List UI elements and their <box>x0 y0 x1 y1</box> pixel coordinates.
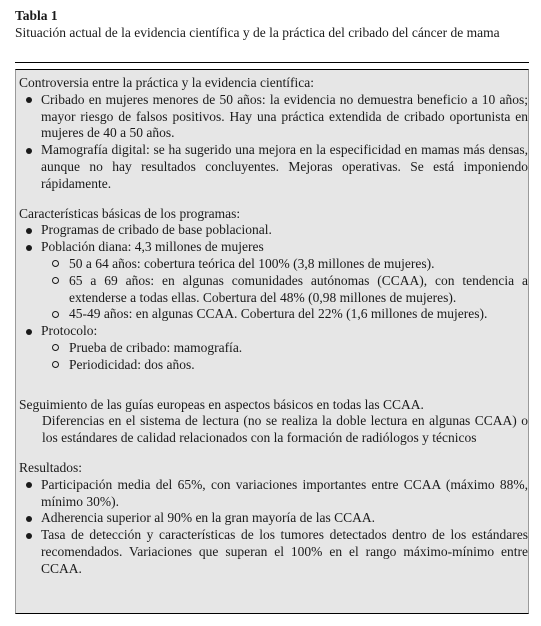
table-label: Tabla 1 <box>15 8 58 23</box>
section-seguimiento <box>19 397 528 447</box>
caption-rule <box>15 62 529 63</box>
sub-list-item: 45-49 años: en algunas CCAA. Cobertura del 22% (1,6 millones de mujeres). <box>45 306 528 323</box>
list-item-text: Población diana: 4,3 millones de mujeres <box>41 239 264 255</box>
section-detail: Diferencias en el sistema de lectura (no se realiza la doble lectura en algunas CCAA) o los estándares de calidad relacionados con la formación de radiólogos y técnicos <box>42 413 528 446</box>
table-body <box>19 75 528 578</box>
list-item: Participación media del 65%, con variaciones importantes entre CCAA (máximo 88%, mínimo 30%). <box>19 477 528 511</box>
bullet-list <box>19 222 528 373</box>
sub-list <box>45 340 528 374</box>
section-title: Características básicas de los programas: <box>19 205 241 221</box>
sub-list-item: Prueba de cribado: mamografía. <box>45 340 528 357</box>
table-title: Situación actual de la evidencia científica y de la práctica del cribado del cáncer de mama <box>15 25 500 40</box>
list-item <box>19 239 528 323</box>
section-controversia <box>19 75 528 193</box>
section-title: Resultados: <box>19 459 82 475</box>
section-resultados <box>19 460 528 578</box>
list-item <box>19 222 528 239</box>
list-item: Tasa de detección y características de los tumores detectados dentro de los estándares recomendados. Variaciones que superan el 100% en el rango máximo-mínimo entre CCAA. <box>19 527 528 577</box>
section-title: Controversia entre la práctica y la evidencia científica: <box>19 75 314 90</box>
list-item-text: Programas de cribado de base poblacional. <box>41 222 272 238</box>
list-item-text: Protocolo: <box>41 323 98 339</box>
sub-list-item: Periodicidad: dos años. <box>45 357 528 374</box>
sub-list-item: 50 a 64 años: cobertura teórica del 100% (3,8 millones de mujeres). <box>45 256 528 273</box>
list-item: Mamografía digital: se ha sugerido una mejora en la especificidad en mamas más densas, aunque no hay resultados concluyentes. Mejoras operativas. Se está imponiendo rápidamente. <box>19 142 528 192</box>
bullet-list <box>19 477 528 578</box>
list-item: Cribado en mujeres menores de 50 años: la evidencia no demuestra beneficio a 10 años; mayor riesgo de falsos positivos. Hay una práctica extendida de cribado oportunista en mujeres de 40 a 50 años. <box>19 92 528 142</box>
section-caracteristicas <box>19 206 528 374</box>
sub-list-item: 65 a 69 años: en algunas comunidades autónomas (CCAA), con tendencia a extenderse a todas ellas. Cobertura del 48% (0,98 millones de mujeres). <box>45 273 528 307</box>
list-item <box>19 323 528 373</box>
table-caption <box>15 7 530 41</box>
sub-list <box>45 256 528 323</box>
list-item: Adherencia superior al 90% en la gran mayoría de las CCAA. <box>19 510 528 527</box>
section-title: Seguimiento de las guías europeas en aspectos básicos en todas las CCAA. <box>19 396 424 412</box>
bullet-list <box>19 92 528 193</box>
